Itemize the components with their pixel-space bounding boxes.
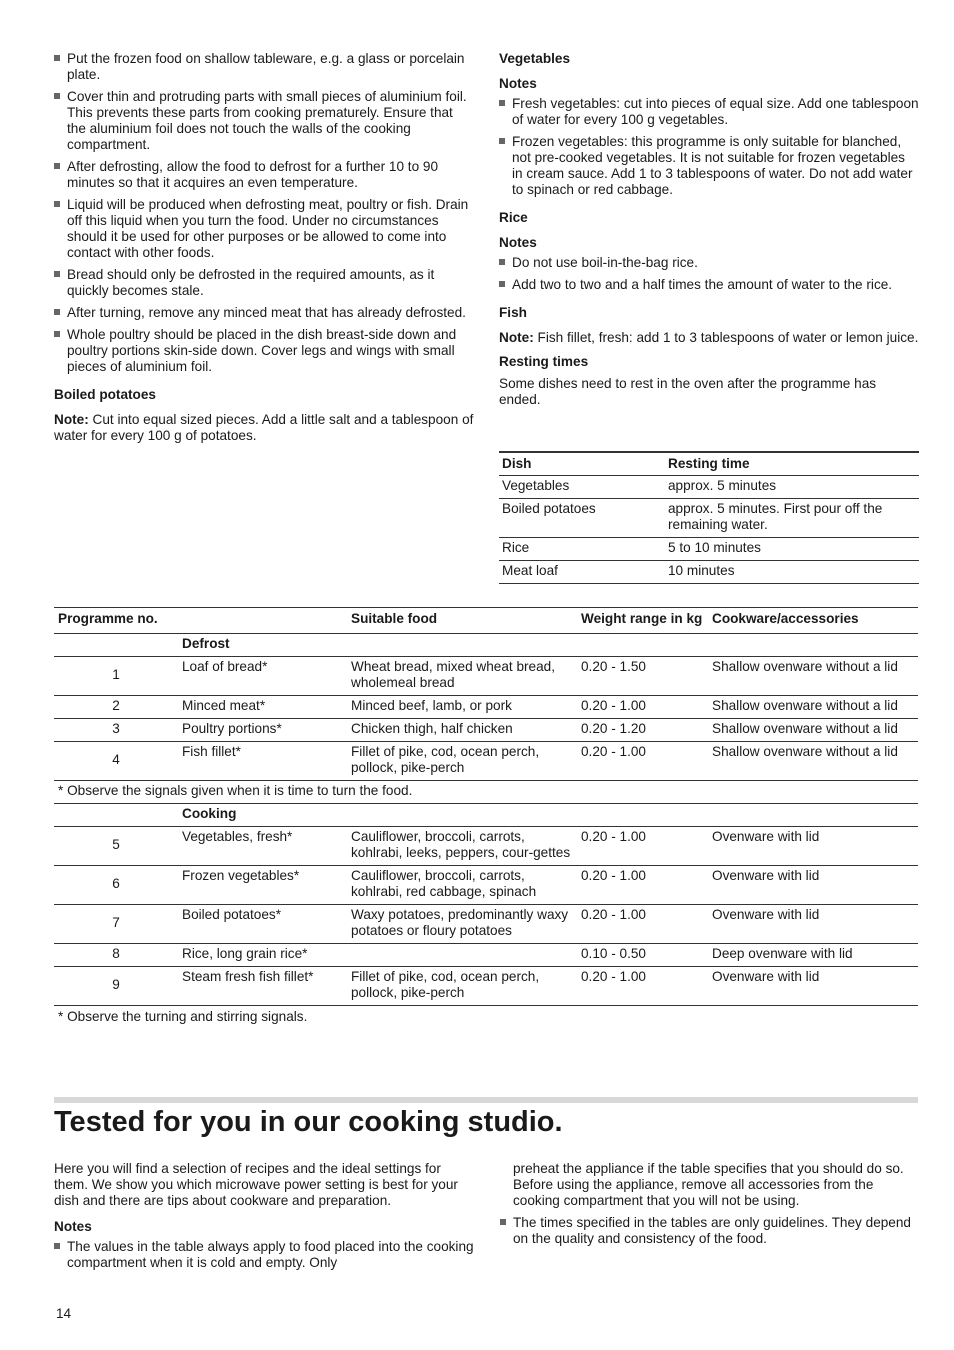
table-cell: Boiled potatoes* [178,905,347,944]
table-cell: Poultry portions* [178,719,347,742]
resting-times-text: Some dishes need to rest in the oven after the programme has ended. [499,376,877,407]
table-cell: Ovenware with lid [708,827,918,866]
table-cell: Fish fillet* [178,742,347,781]
list-item: Fresh vegetables: cut into pieces of equal size. Add one tablespoon of water for every 100 g vegetables. [499,96,919,128]
vegetables-heading: Vegetables [499,51,571,66]
bullet-icon [54,163,60,169]
table-cell: Boiled potatoes [499,499,665,538]
table-cell: 0.20 - 1.00 [577,827,708,866]
list-item: Add two to two and a half times the amount of water to the rice. [499,277,919,293]
table-cell: Ovenware with lid [708,866,918,905]
table-cell: approx. 5 minutes. First pour off the remaining water. [665,499,919,538]
footnote: * Observe the turning and stirring signals. [58,1009,308,1024]
table-row [54,905,918,944]
table-cell [54,634,178,657]
bullet-icon [54,309,60,315]
bullet-icon [500,1219,506,1225]
table-cell: Chicken thigh, half chicken [347,719,577,742]
table-row [499,561,919,584]
table-cell: Shallow ovenware without a lid [708,719,918,742]
table-cell: 5 to 10 minutes [665,538,919,561]
list-item: After defrosting, allow the food to defrost for a further 10 to 90 minutes so that it acquires an even temperature. [54,159,474,191]
table-row [499,499,919,538]
rice-notes-heading: Notes [499,235,537,250]
programme-number: 6 [54,866,178,905]
list-item: Whole poultry should be placed in the dish breast-side down and poultry portions skin-side down. Cover legs and wings with small pieces of aluminium foil. [54,327,474,375]
section-row [54,804,918,827]
fish-note: Note: Fish fillet, fresh: add 1 to 3 tablespoons of water or lemon juice. [499,330,919,345]
table-cell: Steam fresh fish fillet* [178,967,347,1006]
table-cell: 10 minutes [665,561,919,584]
table-row [499,538,919,561]
bullet-icon [499,281,505,287]
boiled-potatoes-note: Note: Cut into equal sized pieces. Add a little salt and a tablespoon of water for every 100 g of potatoes. [54,412,474,443]
resting-times-heading: Resting times [499,354,589,369]
table-cell: Deep ovenware with lid [708,944,918,967]
list-item: Liquid will be produced when defrosting meat, poultry or fish. Drain off this liquid when you turn the food. Under no circumstances should it be used for other purposes or be allowed to come into contact with other foods. [54,197,474,261]
vegetables-notes-list [499,96,919,198]
list-item: Bread should only be defrosted in the required amounts, as it quickly becomes stale. [54,267,474,299]
programme-number: 9 [54,967,178,1006]
left-column [54,51,474,444]
defrost-tips-list [54,51,474,375]
column-header-programme-no: Programme no. [54,608,347,634]
programme-number: 1 [54,657,178,696]
table-cell: 0.20 - 1.50 [577,657,708,696]
list-item: The values in the table always apply to food placed into the cooking compartment when it is cold and empty. Only [54,1239,474,1271]
table-cell: 0.20 - 1.20 [577,719,708,742]
studio-intro: Here you will find a selection of recipes and the ideal settings for them. We show you which microwave power setting is best for your dish and there are tips about cookware and preparation. [54,1161,458,1208]
list-item: Cover thin and protruding parts with small pieces of aluminium foil. This prevents these parts from cooking prematurely. Ensure that the aluminium foil does not touch the walls of the cooking compartment. [54,89,474,153]
table-cell: 0.20 - 1.00 [577,696,708,719]
table-cell [54,804,178,827]
studio-left-column [54,1161,474,1277]
programme-number: 2 [54,696,178,719]
list-item: The times specified in the tables are only guidelines. They depend on the quality and consistency of the food. [500,1215,919,1247]
resting-times-table [499,451,919,584]
boiled-potatoes-heading: Boiled potatoes [54,387,156,402]
rice-notes-list [499,255,919,293]
table-cell: Fillet of pike, cod, ocean perch, pollock, pike-perch [347,967,577,1006]
bullet-icon [54,55,60,61]
table-cell: Minced beef, lamb, or pork [347,696,577,719]
list-item: Do not use boil-in-the-bag rice. [499,255,919,271]
section-divider [54,1097,918,1103]
section-row [54,634,918,657]
table-row [54,944,918,967]
table-cell: Vegetables, fresh* [178,827,347,866]
table-cell: Shallow ovenware without a lid [708,742,918,781]
footnote-row [54,1006,918,1030]
section-title: Tested for you in our cooking studio. [54,1106,563,1138]
table-row [54,696,918,719]
bullet-icon [54,93,60,99]
footnote-row [54,781,918,804]
column-header-suitable-food: Suitable food [347,608,577,634]
list-item: After turning, remove any minced meat that has already defrosted. [54,305,474,321]
fish-heading: Fish [499,305,527,320]
vegetables-notes-heading: Notes [499,76,537,91]
table-cell: 0.20 - 1.00 [577,866,708,905]
column-header-dish: Dish [499,452,665,476]
table-cell: Meat loaf [499,561,665,584]
table-row [54,742,918,781]
table-cell: Ovenware with lid [708,967,918,1006]
table-row [54,967,918,1006]
list-item: Frozen vegetables: this programme is only suitable for blanched, not pre-cooked vegetables. It is not suitable for frozen vegetables in cream sauce. Add 1 to 3 tablespoons of water. Do not add water to spinach or red cabbage. [499,134,919,198]
right-column [499,51,919,408]
table-cell: approx. 5 minutes [665,476,919,499]
programme-number: 8 [54,944,178,967]
table-row [54,657,918,696]
table-cell: Wheat bread, mixed wheat bread, wholemeal bread [347,657,577,696]
section-label: Cooking [178,804,918,827]
table-cell: 0.10 - 0.50 [577,944,708,967]
programme-number: 7 [54,905,178,944]
programme-number: 3 [54,719,178,742]
footnote: * Observe the signals given when it is time to turn the food. [54,781,918,804]
column-header-weight-range: Weight range in kg [577,608,708,634]
bullet-icon [54,271,60,277]
column-header-cookware: Cookware/accessories [708,608,918,634]
table-cell [347,944,577,967]
table-cell: Frozen vegetables* [178,866,347,905]
page-number: 14 [56,1306,72,1321]
table-cell: Rice, long grain rice* [178,944,347,967]
table-cell: Loaf of bread* [178,657,347,696]
rice-heading: Rice [499,210,528,225]
list-item: Put the frozen food on shallow tableware, e.g. a glass or porcelain plate. [54,51,474,83]
programme-table [54,607,918,1029]
table-cell: 0.20 - 1.00 [577,905,708,944]
table-row [54,719,918,742]
table-cell: Vegetables [499,476,665,499]
studio-notes-heading: Notes [54,1219,92,1234]
programme-number: 5 [54,827,178,866]
section-label: Defrost [178,634,918,657]
bullet-icon [499,138,505,144]
studio-right-column [513,1161,919,1253]
table-cell: Fillet of pike, cod, ocean perch, pollock, pike-perch [347,742,577,781]
bullet-icon [499,259,505,265]
column-header-resting-time: Resting time [665,452,919,476]
table-cell: Waxy potatoes, predominantly waxy potatoes or floury potatoes [347,905,577,944]
bullet-icon [54,1243,60,1249]
table-cell: 0.20 - 1.00 [577,742,708,781]
bullet-icon [499,100,505,106]
table-cell: Rice [499,538,665,561]
table-cell: 0.20 - 1.00 [577,967,708,1006]
programme-number: 4 [54,742,178,781]
table-row [54,866,918,905]
table-row [54,827,918,866]
table-cell: Minced meat* [178,696,347,719]
table-cell: Shallow ovenware without a lid [708,657,918,696]
table-cell: Shallow ovenware without a lid [708,696,918,719]
bullet-icon [54,201,60,207]
table-row [499,476,919,499]
table-cell: Cauliflower, broccoli, carrots, kohlrabi, red cabbage, spinach [347,866,577,905]
bullet-icon [54,331,60,337]
table-cell: Cauliflower, broccoli, carrots, kohlrabi, leeks, peppers, cour-gettes [347,827,577,866]
studio-bullet-continuation: preheat the appliance if the table specifies that you should do so. Before using the appliance, remove all accessories from the cooking compartment that you will not be using. [513,1161,904,1208]
table-cell: Ovenware with lid [708,905,918,944]
